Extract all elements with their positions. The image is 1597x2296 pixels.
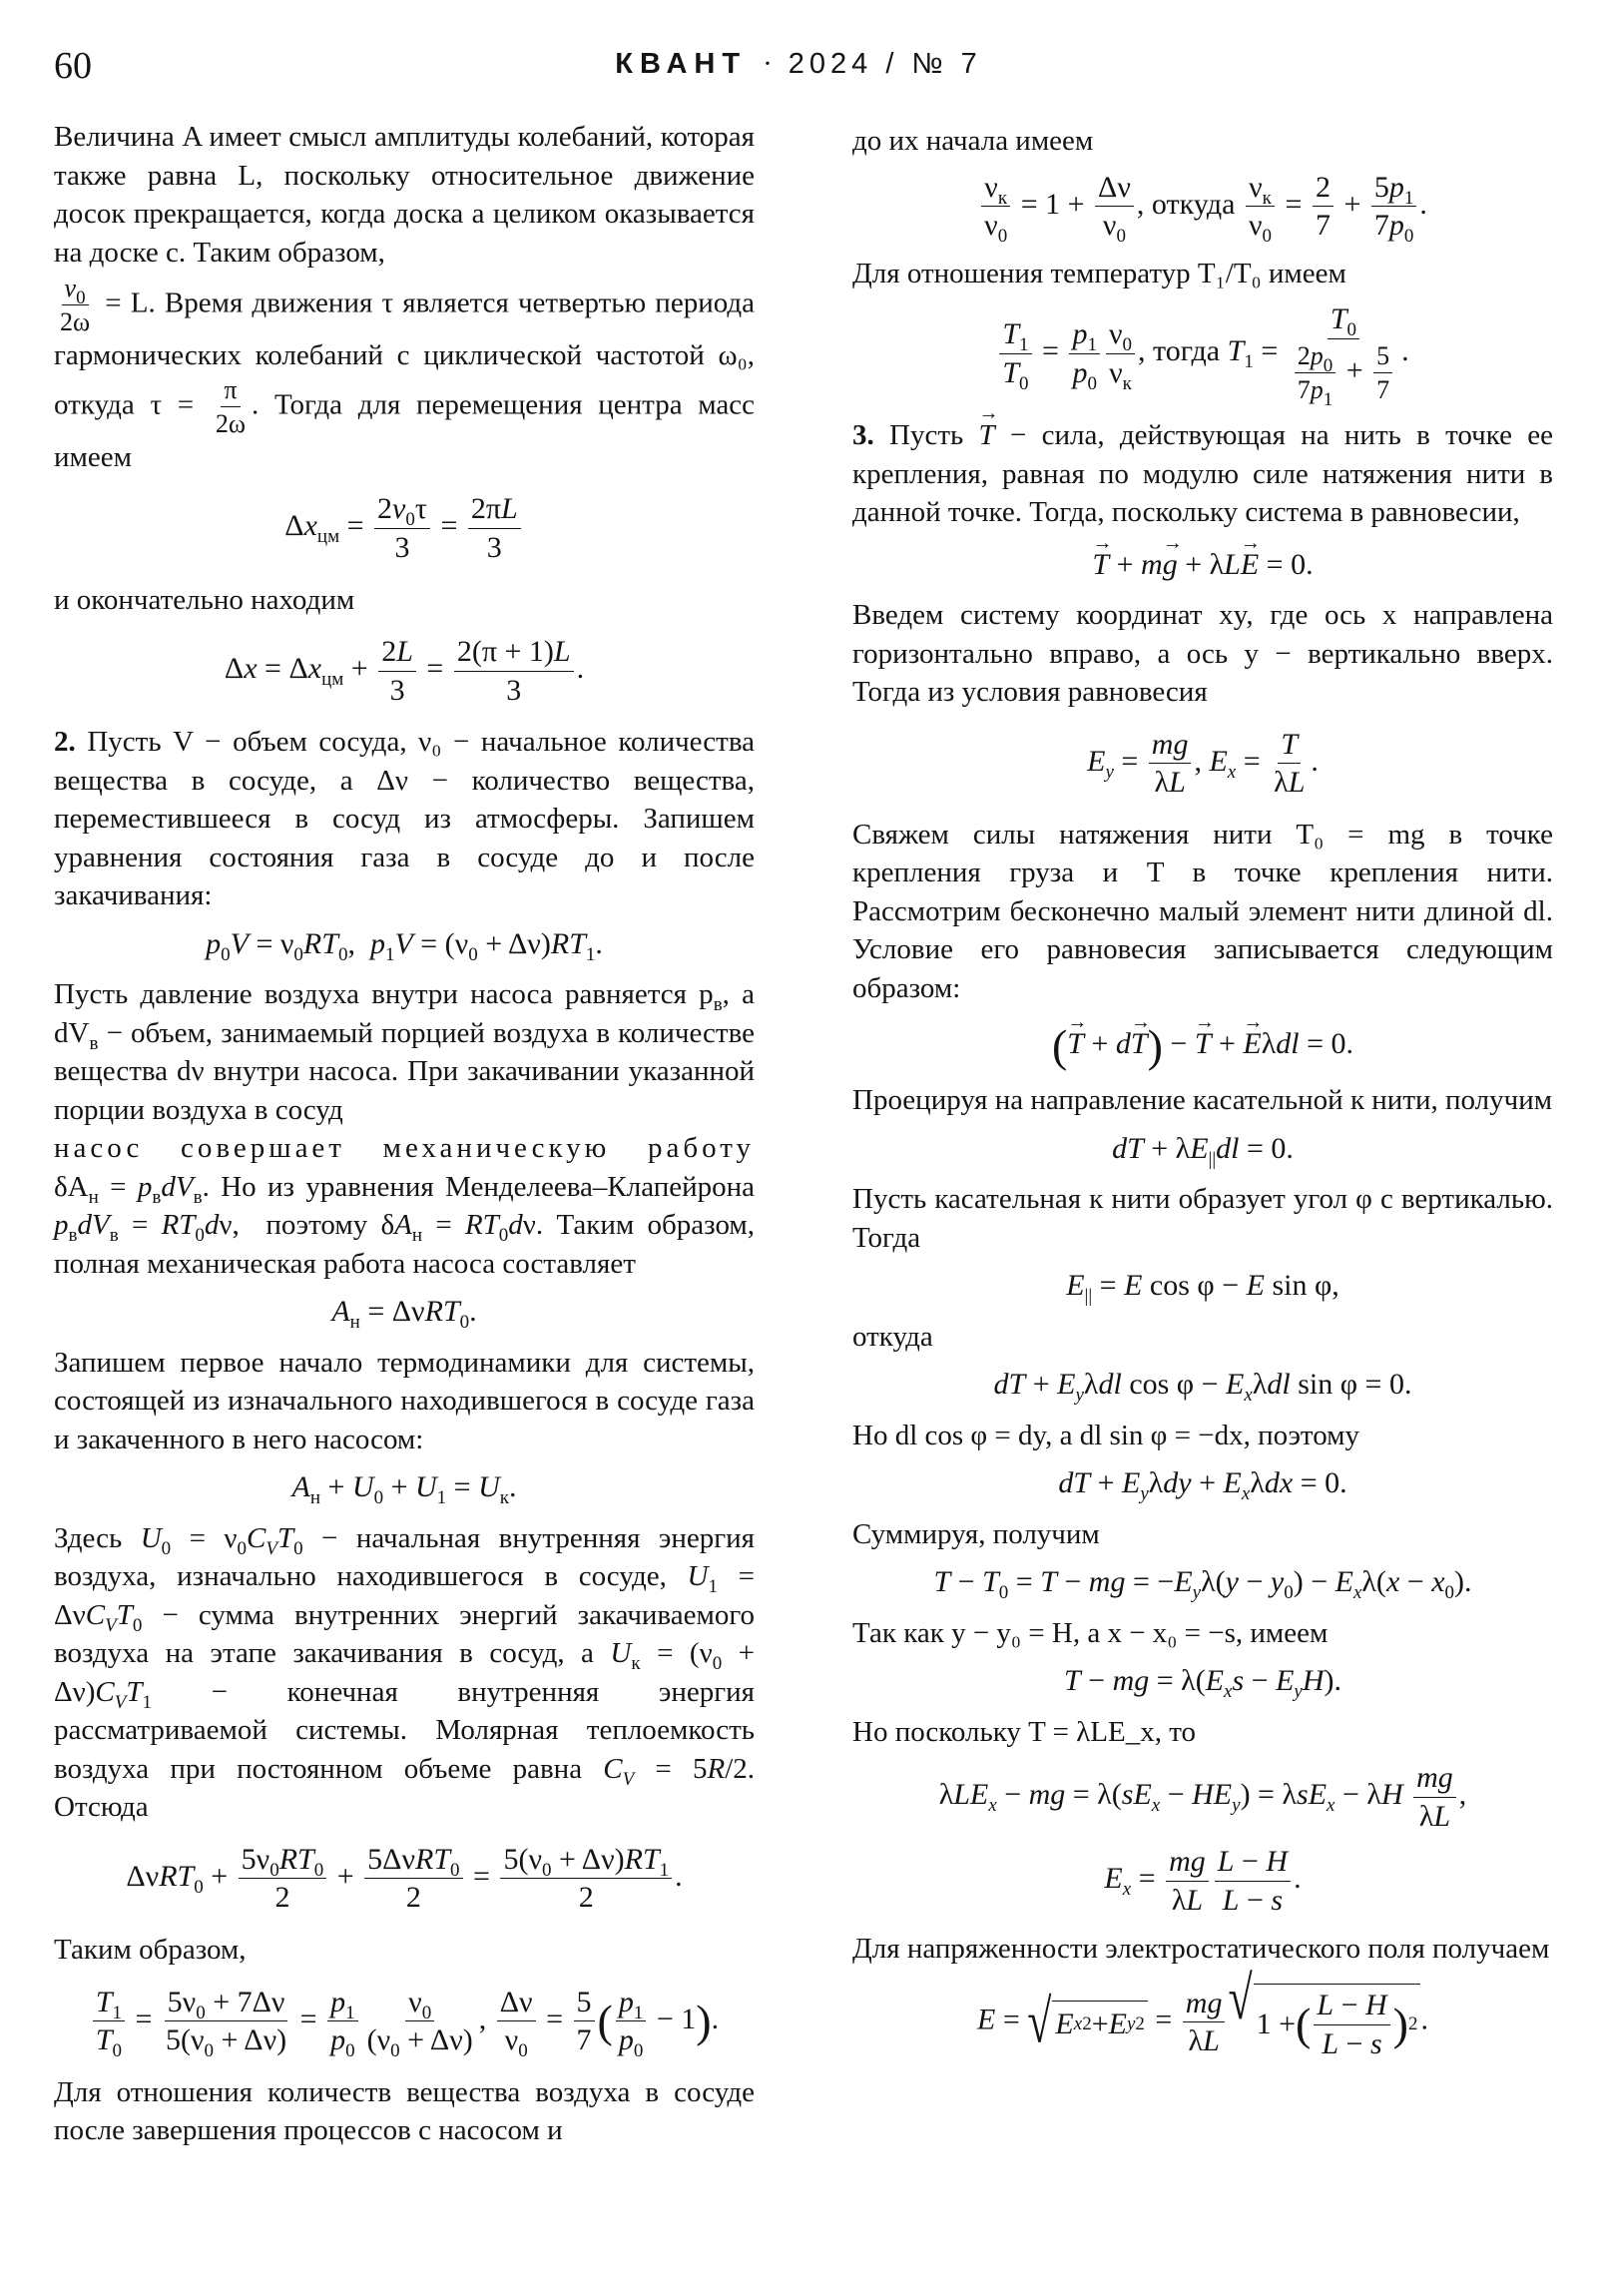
equation: $E_x$ = $\frac{mg}{\lambda L}$ $\frac{L - H}{L - s}$ . xyxy=(1104,1845,1302,1917)
equation: dT + $\lambda E_{||}dl = 0$. xyxy=(1112,1131,1294,1170)
equation: $\nu_к$ $\nu_0$ = 1 + $\frac{\Delta\nu}{\nu_0}$ , откуда $\nu_к$ $\nu_0$ = $\frac{2}{7}$ + $\frac{5p_1}{7p_0}$ . xyxy=(852,171,1553,243)
paragraph: насос совершает механическую работу xyxy=(54,1132,755,1165)
equation: $A_н = \Delta\nu RT_0$. xyxy=(331,1295,477,1334)
equation: $T - T_0 = T$ − mg = $-E_y\lambda(y - y_0) - E_x\lambda(x - x_0)$. xyxy=(933,1565,1472,1604)
equation: T − mg = $\lambda(E_xs - E_yH)$. xyxy=(1063,1664,1342,1703)
equation: $p_0V = \nu_0RT_0$, $p_1V = (\nu_0 + \Delta\nu)RT_1$. xyxy=(206,926,603,965)
paragraph: 2. Пусть V − объем сосуда, ν₀ − начальное количества вещества в сосуде, а Δν − количество вещества, переместившееся в сосуд из атмосферы. Запишем уравнения состояния газа в сосуде до и после закачивания: xyxy=(54,726,756,912)
paragraph: 3. Пусть → T − сила, действующая на нить в точке ее крепления, равная по модулю силе натяжения нити в данной точке. Тогда, поскольку система в равновесии, xyxy=(852,416,1553,532)
paragraph: Запишем первое начало термодинамики для системы, состоящей из изначального находившегося в сосуде газа и закаченного в него насосом: xyxy=(54,1346,755,1455)
header-separator: · xyxy=(763,48,773,80)
paragraph: Для отношения температур T₁/T₀ имеем xyxy=(852,257,1346,289)
equation: E = √ E x 2 + E y 2 = $\frac{mg}{\lambda L}$ √ 1 + ( L − H L − s ) 2 . xyxy=(977,1964,1428,2060)
left-column xyxy=(54,118,755,2150)
equation: (→ T + d→ T) − → T + → Eλdl = 0. xyxy=(852,1023,1553,1069)
equation: $\frac{T_1}{T_0}$ = $\frac{p_1}{p_0}$ $\nu_0$ $\nu_к$ , тогда $T_1$ = $T_0$ $\frac{2p_0}{7p_1}$ + $\frac{5}{7}$ . xyxy=(852,302,1553,404)
paragraph: $\delta A_н = p_вdV_в$. Но из уравнения Менделеева–Клапейрона $p_вdV_в = RT_0d\nu$, поэтому $\delta A_н = RT_0d\nu$. Таким образом, полная механическая работа насоса составляет xyxy=(54,1170,755,1280)
right-column xyxy=(852,122,1553,2076)
paragraph: Но поскольку T = λLE_x, то xyxy=(852,1715,1196,1748)
equation: dT + $E_y\lambda dl$ $\cos \varphi - E_x\lambda dl$ sin φ = 0. xyxy=(993,1368,1412,1407)
paragraph: Таким образом, xyxy=(54,1934,247,1966)
equation: → T + m→ g + λL→ E = 0. xyxy=(852,546,1553,585)
fraction: $\frac{v_0}{2\omega}$ xyxy=(60,274,91,337)
paragraph: Пусть касательная к нити образует угол φ с вертикалью. Тогда xyxy=(852,1183,1553,1254)
magazine-title: КВАНТ xyxy=(615,48,748,80)
paragraph: Для напряженности электростатического поля получаем xyxy=(852,1932,1550,1965)
equation: $E_{||} = E$ cos φ − E sin φ, xyxy=(1066,1269,1339,1308)
equation: dT + $E_y\lambda dy + E_x\lambda dx = 0$. xyxy=(1058,1466,1347,1505)
equation: $\Delta x = \Delta x_{цм}$ + $\frac{2L}{3}$ = $\frac{2(\pi + 1)L}{3}$ . xyxy=(224,635,585,707)
paragraph: Суммируя, получим xyxy=(852,1517,1100,1550)
paragraph: Так как y − y₀ = H, а x − x₀ = −s, имеем xyxy=(852,1616,1329,1649)
issue-number: 2024 / № 7 xyxy=(788,48,982,80)
paragraph: Для отношения количеств вещества воздуха в сосуде после завершения процессов с насосом и xyxy=(54,2075,755,2147)
page-number: 60 xyxy=(54,45,92,87)
paragraph: и окончательно находим xyxy=(54,583,355,616)
running-header xyxy=(0,48,1597,81)
equation: ΔνRT$_0$ + $\frac{5\nu_0RT_0}{2}$ + 5ΔνRT$_0$ 2 = $\frac{5(\nu_0 + \Delta\nu)RT_1}{2}$ . xyxy=(126,1842,683,1915)
paragraph: $\frac{v_0}{2\omega}$ = L. Время движения τ является четвертью периода гармонических колебаний с циклической частотой ω₀, откуда τ = $\frac{\pi}{2\omega}$ . Тогда для перемещения центра масс имеем xyxy=(54,274,756,473)
paragraph: откуда xyxy=(852,1320,933,1353)
paragraph: Введем систему координат xy, где ось x направлена горизонтально вправо, а ось y − вертикально вверх. Тогда из условия равновесия xyxy=(852,599,1553,708)
paragraph: Пусть давление воздуха внутри насоса равняется $p_в$, а $dV_в$ − объем, занимаемый порцией воздуха в количестве вещества dν внутри насоса. При закачивании указанной порции воздуха в сосуд xyxy=(54,978,755,1126)
paragraph: Но dl cos φ = dy, а dl sin φ = −dx, поэтому xyxy=(852,1419,1359,1451)
paragraph: Свяжем силы натяжения нити T₀ = mg в точке крепления груза и T в точке крепления нити. Рассмотрим бесконечно малый элемент нити длиной dl. Условие его равновесия записывается следующим образом: xyxy=(852,818,1553,1004)
equation: $\Delta x_{цм}$ = $\frac{2v_0\tau}{3}$ = $\frac{2\pi L}{3}$ xyxy=(54,492,755,564)
equation: $E_y$ = $\frac{mg}{\lambda L}$ , $E_x$ = $\frac{T}{\lambda L}$ . xyxy=(1087,727,1319,800)
paragraph: Величина A имеет смысл амплитуды колебаний, которая также равна L, поскольку относительное движение досок прекращается, когда доска a целиком оказывается на доске c. Таким образом, xyxy=(54,121,755,269)
paragraph: Проецируя на направление касательной к нити, получим xyxy=(852,1084,1553,1117)
paragraph: Здесь $U_0 = \nu_0C_VT_0$ − начальная внутренняя энергия воздуха, изначально находившегося в сосуде, $U_1 = \Delta\nu C_VT_0$ − сумма внутренних энергий закачиваемого воздуха на этапе закачивания в сосуд, а $U_к = (\nu_0 + \Delta\nu)C_VT_1$ − конечная внутренняя энергия рассматриваемой системы. Молярная теплоемкость воздуха при постоянном объеме равна $C_V = 5R/2$. Отсюда xyxy=(54,1521,756,1824)
equation: λLE$_x$ − mg = $\lambda(sE_x - HE_y) = \lambda sE_x - \lambda H$ $\frac{mg}{\lambda L}$ , xyxy=(938,1761,1467,1833)
paragraph: до их начала имеем xyxy=(852,125,1094,157)
fraction: $\frac{\pi}{2\omega}$ xyxy=(215,374,246,438)
equation: $\frac{T_1}{T_0}$ = $\frac{5\nu_0 + 7\Delta\nu}{5(\nu_0 + \Delta\nu)}$ = $\frac{p_1}{p_0}$ $\frac{\nu_0}{(\nu_0 + \Delta\nu)}$ , $\frac{\Delta\nu}{\nu_0}$ = $\frac{5}{7}$ ( $\frac{p_1}{p_0}$ − 1). xyxy=(54,1986,755,2057)
equation: $A_н + U_0 + U_1 = U_к$. xyxy=(291,1470,517,1509)
